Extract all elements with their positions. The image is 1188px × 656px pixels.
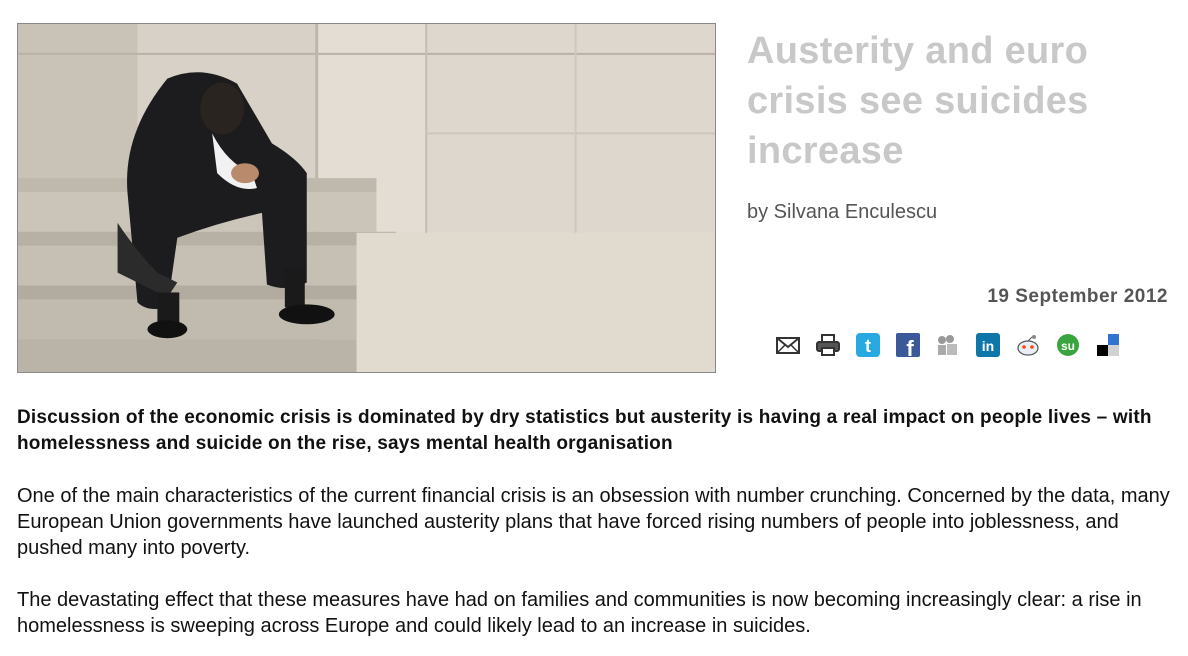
article-date: 19 September 2012 xyxy=(987,286,1168,307)
reddit-icon xyxy=(1015,332,1041,358)
article-paragraph: One of the main characteristics of the current financial crisis is an obsession with number crunching. Concerned by the data, many European Union governments have launched austerity plans that have forced rising numbers of people into joblessness, and pushed many into poverty. xyxy=(17,485,1170,559)
article-lede: Discussion of the economic crisis is dominated by dry statistics but austerity is having a real impact on people lives – with homelessness and suicide on the rise, says mental health organisation xyxy=(17,407,1152,454)
linkedin-icon xyxy=(975,332,1001,358)
reddit-share-button[interactable] xyxy=(1014,332,1041,358)
article-paragraph: The devastating effect that these measures have had on families and communities is now becoming increasingly clear: a rise in homelessness is sweeping across Europe and could likely lead to an increase in suicides. xyxy=(17,589,1142,637)
share-toolbar xyxy=(774,332,1121,358)
svg-text:f: f xyxy=(905,336,914,358)
linkedin-share-button[interactable] xyxy=(974,332,1001,358)
svg-text:in: in xyxy=(981,338,994,354)
article-photo xyxy=(17,23,716,373)
article-title: Austerity and euro crisis see suicides increase xyxy=(747,30,1089,172)
print-button[interactable] xyxy=(814,332,841,358)
stumbleupon-share-button[interactable] xyxy=(1054,332,1081,358)
svg-text:su: su xyxy=(1060,339,1075,353)
delicious-share-button[interactable] xyxy=(1094,332,1121,358)
myspace-share-button[interactable] xyxy=(934,332,961,358)
email-share-button[interactable] xyxy=(774,332,801,358)
email-icon xyxy=(775,332,801,358)
article-photo-image xyxy=(18,24,715,372)
facebook-icon xyxy=(895,332,921,358)
svg-text:t: t xyxy=(864,336,871,356)
twitter-share-button[interactable] xyxy=(854,332,881,358)
print-icon xyxy=(815,332,841,358)
delicious-icon xyxy=(1095,332,1121,358)
twitter-icon xyxy=(855,332,881,358)
facebook-share-button[interactable] xyxy=(894,332,921,358)
stumbleupon-icon xyxy=(1055,332,1081,358)
article-byline: by Silvana Enculescu xyxy=(747,201,938,223)
myspace-icon xyxy=(935,332,961,358)
